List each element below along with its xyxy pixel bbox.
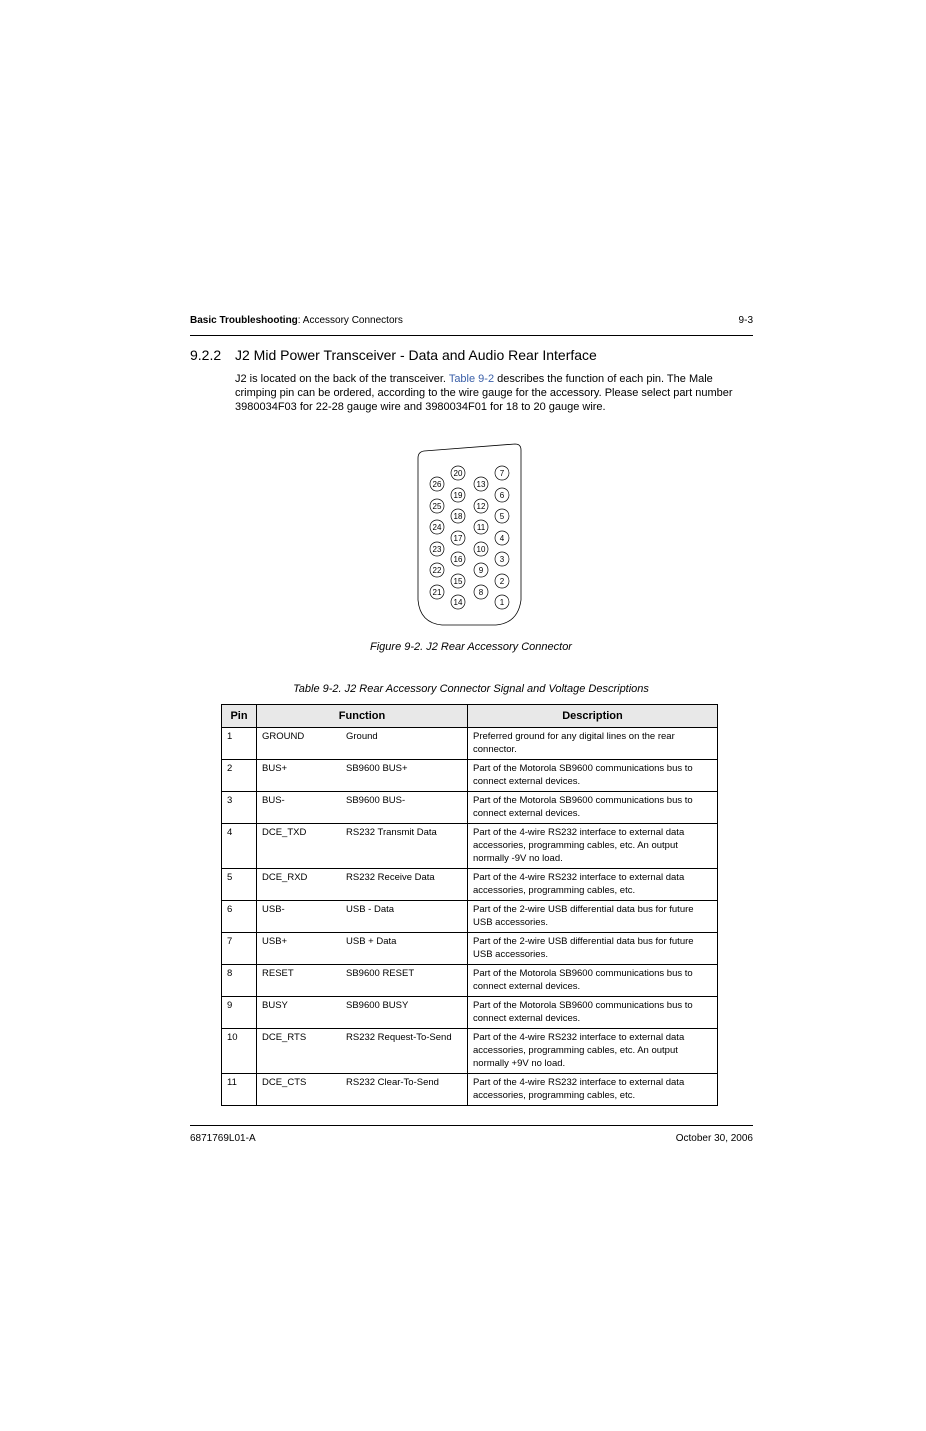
- pin-label: 12: [476, 502, 486, 511]
- pin-label: 20: [453, 469, 463, 478]
- pin-cell: 6: [222, 901, 257, 933]
- connector-pin: [430, 542, 444, 556]
- table-row: [222, 901, 718, 933]
- pin-label: 3: [499, 555, 505, 564]
- function-cell: SB9600 BUS+: [341, 760, 468, 792]
- table-row: [222, 728, 718, 760]
- function-cell: RS232 Request-To-Send: [341, 1029, 468, 1074]
- pin-label: 9: [478, 566, 484, 575]
- connector-pin: [474, 477, 488, 491]
- signal-cell: DCE_RXD: [257, 869, 342, 901]
- pin-label: 13: [476, 480, 486, 489]
- pin-label: 10: [476, 545, 486, 554]
- function-cell: RS232 Receive Data: [341, 869, 468, 901]
- connector-pin: [495, 574, 509, 588]
- footer-doc-number: 6871769L01-A: [190, 1133, 256, 1144]
- pin-cell: 3: [222, 792, 257, 824]
- connector-figure: [400, 440, 540, 635]
- header-page-number: 9-3: [738, 315, 753, 326]
- table-header-row: [222, 705, 718, 728]
- connector-pin: [495, 531, 509, 545]
- function-cell: SB9600 BUSY: [341, 997, 468, 1029]
- section-title: J2 Mid Power Transceiver - Data and Audio Rear Interface: [235, 347, 597, 363]
- connector-pin: [451, 531, 465, 545]
- description-cell: Part of the 2-wire USB differential data bus for future USB accessories.: [468, 933, 718, 965]
- table-row: [222, 1074, 718, 1106]
- pin-label: 4: [499, 534, 505, 543]
- pin-cell: 2: [222, 760, 257, 792]
- connector-pin: [495, 488, 509, 502]
- pin-cell: 7: [222, 933, 257, 965]
- pin-label: 26: [432, 480, 442, 489]
- description-cell: Part of the 4-wire RS232 interface to external data accessories, programming cables, etc.: [468, 869, 718, 901]
- pin-label: 21: [432, 588, 442, 597]
- description-cell: Preferred ground for any digital lines on the rear connector.: [468, 728, 718, 760]
- description-cell: Part of the Motorola SB9600 communications bus to connect external devices.: [468, 792, 718, 824]
- page-footer: [190, 1133, 753, 1144]
- header-section-rest: : Accessory Connectors: [297, 315, 403, 326]
- pin-label: 23: [432, 545, 442, 554]
- connector-pin: [495, 595, 509, 609]
- table-link[interactable]: Table 9-2: [448, 373, 495, 385]
- connector-pin: [451, 488, 465, 502]
- pin-cell: 4: [222, 824, 257, 869]
- connector-pin: [430, 563, 444, 577]
- table-row: [222, 997, 718, 1029]
- signal-cell: BUS-: [257, 792, 342, 824]
- pin-label: 17: [453, 534, 463, 543]
- connector-pin: [451, 574, 465, 588]
- pin-label: 11: [476, 523, 486, 532]
- body-paragraph: [235, 372, 755, 414]
- description-cell: Part of the 2-wire USB differential data bus for future USB accessories.: [468, 901, 718, 933]
- pin-label: 15: [453, 577, 463, 586]
- description-cell: Part of the Motorola SB9600 communications bus to connect external devices.: [468, 965, 718, 997]
- pin-label: 8: [478, 588, 484, 597]
- signal-cell: GROUND: [257, 728, 342, 760]
- pin-label: 14: [453, 598, 463, 607]
- pin-label: 2: [499, 577, 505, 586]
- pin-label: 7: [499, 469, 505, 478]
- pin-label: 5: [499, 512, 505, 521]
- connector-pin: [451, 595, 465, 609]
- connector-pin: [495, 509, 509, 523]
- pin-cell: 8: [222, 965, 257, 997]
- table-row: [222, 869, 718, 901]
- connector-pin: [495, 552, 509, 566]
- header-section: [190, 315, 403, 326]
- connector-pin: [451, 509, 465, 523]
- header-description: Description: [468, 705, 718, 728]
- connector-pin: [430, 499, 444, 513]
- table-caption: Table 9-2. J2 Rear Accessory Connector Signal and Voltage Descriptions: [293, 683, 649, 695]
- connector-pin: [474, 585, 488, 599]
- table-row: [222, 965, 718, 997]
- connector-diagram: [400, 440, 540, 635]
- table-row: [222, 760, 718, 792]
- connector-pin: [474, 563, 488, 577]
- signal-cell: DCE_RTS: [257, 1029, 342, 1074]
- connector-pin: [430, 520, 444, 534]
- function-cell: USB - Data: [341, 901, 468, 933]
- connector-pin: [474, 542, 488, 556]
- header-pin: Pin: [222, 705, 257, 728]
- pin-label: 19: [453, 491, 463, 500]
- pin-label: 24: [432, 523, 442, 532]
- header-section-bold: Basic Troubleshooting: [190, 315, 298, 326]
- connector-pin: [451, 466, 465, 480]
- description-cell: Part of the Motorola SB9600 communications bus to connect external devices.: [468, 760, 718, 792]
- figure-caption: Figure 9-2. J2 Rear Accessory Connector: [370, 641, 572, 653]
- pin-label: 16: [453, 555, 463, 564]
- section-number: 9.2.2: [190, 347, 222, 363]
- pin-cell: 10: [222, 1029, 257, 1074]
- paragraph-text-1: J2 is located on the back of the transceiver.: [235, 373, 449, 385]
- table-row: [222, 933, 718, 965]
- signal-cell: BUSY: [257, 997, 342, 1029]
- function-cell: USB + Data: [341, 933, 468, 965]
- footer-rule: [190, 1125, 753, 1126]
- header-function: Function: [257, 705, 468, 728]
- connector-pin: [474, 520, 488, 534]
- description-cell: Part of the 4-wire RS232 interface to external data accessories, programming cables, etc. An output normally +9V no load.: [468, 1029, 718, 1074]
- pin-label: 1: [499, 598, 505, 607]
- pin-label: 25: [432, 502, 442, 511]
- connector-pin: [430, 585, 444, 599]
- paragraph-text-2: describes the function of each pin. The Male crimping pin can be ordered, according to the wire gauge for the accessory. Please select part number 3980034F03 for 22-28 gauge wire and 3980034F01 for 18 to 20 gauge wire.: [235, 373, 733, 413]
- page-header: [190, 315, 753, 326]
- description-cell: Part of the 4-wire RS232 interface to external data accessories, programming cables, etc. An output normally -9V no load.: [468, 824, 718, 869]
- pin-cell: 11: [222, 1074, 257, 1106]
- connector-pin: [474, 499, 488, 513]
- function-cell: SB9600 RESET: [341, 965, 468, 997]
- pin-cell: 9: [222, 997, 257, 1029]
- description-cell: Part of the 4-wire RS232 interface to external data accessories, programming cables, etc.: [468, 1074, 718, 1106]
- header-rule: [190, 335, 753, 336]
- signal-cell: USB+: [257, 933, 342, 965]
- footer-date: October 30, 2006: [675, 1133, 753, 1144]
- function-cell: RS232 Clear-To-Send: [341, 1074, 468, 1106]
- function-cell: Ground: [341, 728, 468, 760]
- pin-label: 22: [432, 566, 442, 575]
- signal-cell: DCE_CTS: [257, 1074, 342, 1106]
- table-body: [222, 728, 718, 1106]
- connector-pin: [430, 477, 444, 491]
- pin-label: 18: [453, 512, 463, 521]
- table-row: [222, 792, 718, 824]
- description-cell: Part of the Motorola SB9600 communications bus to connect external devices.: [468, 997, 718, 1029]
- connector-pin: [495, 466, 509, 480]
- table-row: [222, 1029, 718, 1074]
- pin-cell: 5: [222, 869, 257, 901]
- signal-cell: BUS+: [257, 760, 342, 792]
- signal-cell: RESET: [257, 965, 342, 997]
- signal-cell: DCE_TXD: [257, 824, 342, 869]
- pin-table: [221, 704, 718, 1106]
- table-row: [222, 824, 718, 869]
- function-cell: RS232 Transmit Data: [341, 824, 468, 869]
- pin-cell: 1: [222, 728, 257, 760]
- signal-cell: USB-: [257, 901, 342, 933]
- pin-label: 6: [499, 491, 505, 500]
- connector-pin: [451, 552, 465, 566]
- section-heading: [190, 347, 597, 363]
- function-cell: SB9600 BUS-: [341, 792, 468, 824]
